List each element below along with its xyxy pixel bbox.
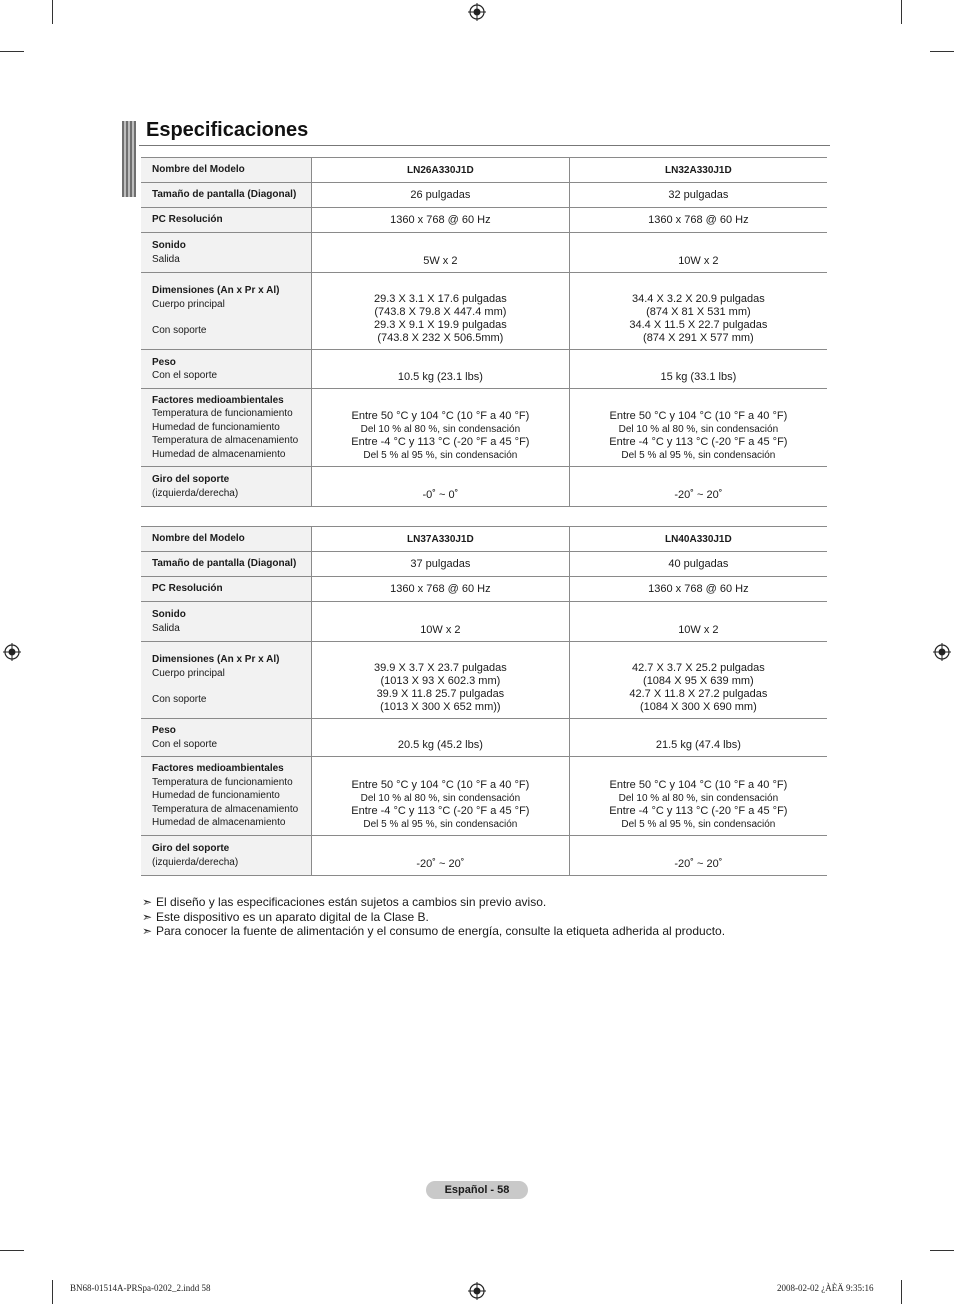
- cell-value: 40 pulgadas: [569, 552, 827, 577]
- cell-value: 32 pulgadas: [569, 183, 827, 208]
- table-row-pc: [141, 577, 827, 602]
- cell-value: 29.3 X 3.1 X 17.6 pulgadas (743.8 X 79.8 X 447.4 mm) 29.3 X 9.1 X 19.9 pulgadas (743.8 X 232 X 506.5mm): [312, 273, 570, 350]
- cell-value: -20˚ ~ 20˚: [569, 836, 827, 876]
- page-title: Especificaciones: [146, 119, 309, 141]
- cell-value: 15 kg (33.1 lbs): [569, 350, 827, 389]
- cell-value: 1360 x 768 @ 60 Hz: [569, 208, 827, 233]
- table-row-model: [141, 158, 827, 183]
- spec-table-1: [141, 157, 827, 507]
- row-label: Peso Con el soporte: [141, 350, 312, 389]
- notes-list: [142, 895, 725, 939]
- cell-value: 26 pulgadas: [312, 183, 570, 208]
- table-row-weight: [141, 350, 827, 389]
- row-label: Giro del soporte (izquierda/derecha): [141, 836, 312, 876]
- model-name: LN32A330J1D: [569, 158, 827, 183]
- note-item: ➣ El diseño y las especificaciones están sujetos a cambios sin previo aviso.: [142, 895, 547, 909]
- arrow-icon: ➣: [142, 895, 153, 909]
- title-rule: [139, 145, 830, 146]
- row-label: Dimensiones (An x Pr x Al) Cuerpo principal Con soporte: [141, 642, 312, 719]
- cell-value: 42.7 X 3.7 X 25.2 pulgadas (1084 X 95 X 639 mm) 42.7 X 11.8 X 27.2 pulgadas (1084 X 300 X 690 mm): [569, 642, 827, 719]
- cell-value: Entre 50 °C y 104 °C (10 °F a 40 °F) Del 10 % al 80 %, sin condensación Entre -4 °C y 113 °C (-20 °F a 45 °F) Del 5 % al 95 %, sin condensación: [312, 757, 570, 836]
- cell-value: 39.9 X 3.7 X 23.7 pulgadas (1013 X 93 X 602.3 mm) 39.9 X 11.8 25.7 pulgadas (1013 X 300 X 652 mm)): [312, 642, 570, 719]
- registration-mark-icon: [468, 3, 486, 21]
- table-row-pc: [141, 208, 827, 233]
- table-row-dimensions: [141, 273, 827, 350]
- crop-mark: [901, 0, 902, 24]
- registration-mark-icon: [933, 643, 951, 661]
- row-label: Tamaño de pantalla (Diagonal): [141, 183, 312, 208]
- model-name: LN40A330J1D: [569, 527, 827, 552]
- cell-value: 20.5 kg (45.2 lbs): [312, 719, 570, 757]
- note-item: ➣ Este dispositivo es un aparato digital de la Clase B.: [142, 909, 429, 924]
- cell-value: 37 pulgadas: [312, 552, 570, 577]
- row-label: Nombre del Modelo: [141, 527, 312, 552]
- cell-value: -20˚ ~ 20˚: [569, 467, 827, 507]
- cell-value: Entre 50 °C y 104 °C (10 °F a 40 °F) Del 10 % al 80 %, sin condensación Entre -4 °C y 113 °C (-20 °F a 45 °F) Del 5 % al 95 %, sin condensación: [569, 389, 827, 467]
- row-label: Sonido Salida: [141, 233, 312, 273]
- table-row-environment: [141, 389, 827, 467]
- title-decoration-bar: [122, 121, 136, 197]
- crop-mark: [0, 1250, 24, 1251]
- note-item: ➣ Para conocer la fuente de alimentación y el consumo de energía, consulte la etiqueta adherida al producto.: [142, 924, 726, 938]
- table-row-dimensions: [141, 642, 827, 719]
- crop-mark: [930, 51, 954, 52]
- cell-value: 10W x 2: [569, 233, 827, 273]
- crop-mark: [52, 1280, 53, 1304]
- cell-value: 1360 x 768 @ 60 Hz: [312, 208, 570, 233]
- cell-value: 10.5 kg (23.1 lbs): [312, 350, 570, 389]
- cell-value: 1360 x 768 @ 60 Hz: [569, 577, 827, 602]
- footer-timestamp: 2008-02-02 ¿ÀÈÄ 9:35:16: [777, 1283, 874, 1293]
- row-label: Nombre del Modelo: [141, 158, 312, 183]
- row-label: PC Resolución: [141, 208, 312, 233]
- arrow-icon: ➣: [142, 909, 153, 924]
- cell-value: 5W x 2: [312, 233, 570, 273]
- registration-mark-icon: [3, 643, 21, 661]
- row-label: Giro del soporte (izquierda/derecha): [141, 467, 312, 507]
- crop-mark: [52, 0, 53, 24]
- row-label: Dimensiones (An x Pr x Al) Cuerpo principal Con soporte: [141, 273, 312, 350]
- table-row-screen: [141, 183, 827, 208]
- table-row-sound: [141, 233, 827, 273]
- cell-value: 21.5 kg (47.4 lbs): [569, 719, 827, 757]
- cell-value: Entre 50 °C y 104 °C (10 °F a 40 °F) Del 10 % al 80 %, sin condensación Entre -4 °C y 113 °C (-20 °F a 45 °F) Del 5 % al 95 %, sin condensación: [312, 389, 570, 467]
- cell-value: -0˚ ~ 0˚: [312, 467, 570, 507]
- table-row-screen: [141, 552, 827, 577]
- page-number-badge: Español - 58: [426, 1181, 528, 1199]
- cell-value: 34.4 X 3.2 X 20.9 pulgadas (874 X 81 X 531 mm) 34.4 X 11.5 X 22.7 pulgadas (874 X 291 X 577 mm): [569, 273, 827, 350]
- crop-mark: [0, 51, 24, 52]
- row-label: PC Resolución: [141, 577, 312, 602]
- cell-value: 10W x 2: [569, 602, 827, 642]
- row-label: Sonido Salida: [141, 602, 312, 642]
- row-label: Tamaño de pantalla (Diagonal): [141, 552, 312, 577]
- crop-mark: [930, 1250, 954, 1251]
- table-row-model: [141, 527, 827, 552]
- cell-value: Entre 50 °C y 104 °C (10 °F a 40 °F) Del 10 % al 80 %, sin condensación Entre -4 °C y 113 °C (-20 °F a 45 °F) Del 5 % al 95 %, sin condensación: [569, 757, 827, 836]
- table-row-swivel: [141, 836, 827, 876]
- table-row-swivel: [141, 467, 827, 507]
- crop-mark: [901, 1280, 902, 1304]
- table-row-sound: [141, 602, 827, 642]
- row-label: Factores medioambientales Temperatura de funcionamiento Humedad de funcionamiento Temperatura de almacenamiento Humedad de almacenamiento: [141, 389, 312, 467]
- model-name: LN26A330J1D: [312, 158, 570, 183]
- table-row-environment: [141, 757, 827, 836]
- arrow-icon: ➣: [142, 924, 153, 938]
- spec-table-2: [141, 526, 827, 876]
- cell-value: 10W x 2: [312, 602, 570, 642]
- table-row-weight: [141, 719, 827, 757]
- registration-mark-icon: [468, 1282, 486, 1300]
- cell-value: 1360 x 768 @ 60 Hz: [312, 577, 570, 602]
- model-name: LN37A330J1D: [312, 527, 570, 552]
- footer-filename: BN68-01514A-PRSpa-0202_2.indd 58: [70, 1283, 211, 1293]
- row-label: Peso Con el soporte: [141, 719, 312, 757]
- cell-value: -20˚ ~ 20˚: [312, 836, 570, 876]
- row-label: Factores medioambientales Temperatura de funcionamiento Humedad de funcionamiento Temperatura de almacenamiento Humedad de almacenamiento: [141, 757, 312, 836]
